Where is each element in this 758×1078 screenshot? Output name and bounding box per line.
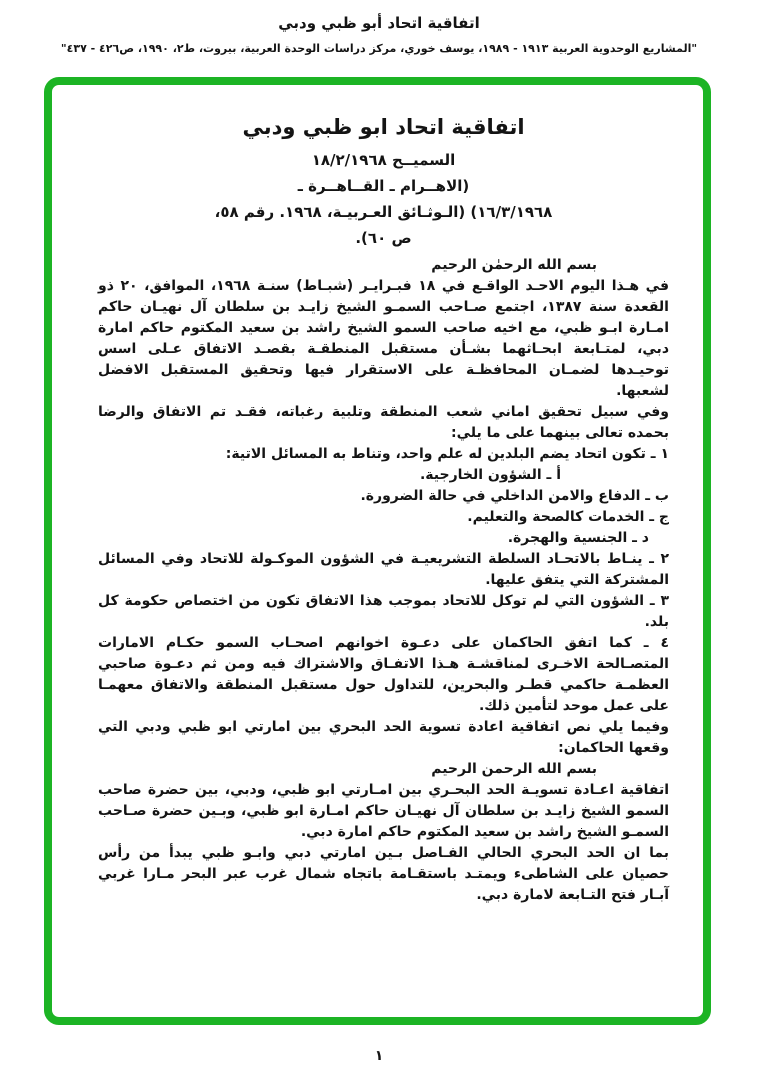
list-item: ج ـ الخدمات كالصحة والتعليم.: [467, 509, 669, 525]
body-paragraph: وفيما يلي نص اتفاقية اعادة تسوية الحد البحري بين امارتي ابو ظبي ودبي التي وقعها الحاكمان:: [98, 719, 669, 756]
body-paragraph: ٣ ـ الشؤون التي لم توكل للاتحاد بموجب هذا الاتفاق تكون من اختصاص حكومة كل بلد.: [98, 593, 669, 630]
document-dateline: [98, 147, 669, 251]
body-paragraph: ٤ ـ كما اتفق الحاكمان على دعـوة اخوانهم اصحـاب السمو حكـام الامارات المتصـالحة الاخـرى لمناقشـة هـذا الاتفـاق والاشتراك فيه ومن ثم دعـوة صاحبي العظمـة حاكمي قطـر والبحرين، للتداول حول مستقبل المنطقة والاتفاق معهمـا على عمل موحد لتأمين ذلك.: [98, 635, 669, 714]
basmala-line: بسم الله الرحمن الرحيم: [431, 761, 597, 777]
body-paragraph: ٢ ـ ينـاط بالاتحـاد السلطة التشريعيـة في الشؤون الموكـولة للاتحاد وفي المسائل المشتركة التي يتفق عليها.: [98, 551, 669, 588]
page-number: ١: [374, 1048, 384, 1064]
body-paragraph: في هـذا اليوم الاحـد الواقـع في ١٨ فبـرايـر (شبـاط) سنـة ١٩٦٨، الموافق، ٢٠ ذو القعدة سنة ١٣٨٧، اجتمع صـاحب السمـو الشيخ زايـد بن سلطان آل نهيـان حاكم امـارة ابـو ظبي، مع اخيه صاحب السمو الشيخ راشد بن سعيد المكتوم حاكم امارة دبي، لمتـابعة ابحـاثهما بشـأن مستقبل المنطقـة بقصـد الاتفاق عـلى اسس توحيـدها لضمـان المحافظـة على الاستقرار فيها وتحقيق المستقبل الافضل لشعبها.: [98, 278, 669, 399]
body-paragraph: بما ان الحد البحري الحالي الفـاصل بـين امارتي دبي وابـو ظبي يبدأ من رأس حصيان على الشاطىء ويمتـد باستقـامة باتجاه شمال غرب عبر البحر مـارا غربي آبـار فتح التـابعة لامارة دبي.: [98, 845, 669, 903]
body-paragraph: اتفاقية اعـادة تسويـة الحد البحـري بين امـارتي ابو ظبي، ودبي، بين حضرة صاحب السمو الشيخ زايـد بن سلطان آل نهيـان حاكم امـارة ابو ظبي، وبـين حضرة صـاحب السمـو الشيخ راشد بن سعيد المكتوم حاكم امارة دبي.: [98, 782, 669, 840]
list-item: أ ـ الشؤون الخارجية.: [419, 467, 561, 483]
document-frame: [44, 77, 711, 1025]
document-title: اتفاقية اتحاد ابو ظبي ودبي: [242, 115, 525, 139]
page-header-citation: "المشاريع الوحدوية العربية ١٩١٣ - ١٩٨٩، يوسف خوري، مركز دراسات الوحدة العربية، بيروت، ط٢، ١٩٩٠، ص٤٢٦ - ٤٣٧": [60, 42, 698, 55]
list-item: ب ـ الدفاع والامن الداخلي في حالة الضرورة.: [360, 488, 669, 504]
body-paragraph: ١ ـ تكون اتحاد يضم البلدين له علم واحد، وتناط به المسائل الاتية:: [225, 446, 669, 462]
dateline-line: ص ٦٠).: [355, 229, 412, 247]
document-body: [98, 255, 669, 906]
page-header-title: اتفاقية اتحاد أبو ظبي ودبي: [278, 14, 480, 32]
list-item: د ـ الجنسية والهجرة.: [507, 530, 649, 546]
basmala-line: بسم الله الرحمٰن الرحيم: [431, 257, 597, 273]
dateline-line: ١٦/٣/١٩٦٨) (الـوثـائق العـربيـة، ١٩٦٨. رقم ٥٨،: [214, 203, 553, 221]
dateline-line: السميــح ١٨/٢/١٩٦٨: [311, 151, 456, 169]
dateline-line: (الاهــرام ـ القــاهــرة ـ: [297, 177, 470, 195]
body-paragraph: وفي سبيل تحقيق اماني شعب المنطقة وتلبية رغباته، فقـد تم الاتفاق والرضا بحمده تعالى بينهما على ما يلي:: [98, 404, 669, 441]
page-header: [0, 0, 758, 55]
